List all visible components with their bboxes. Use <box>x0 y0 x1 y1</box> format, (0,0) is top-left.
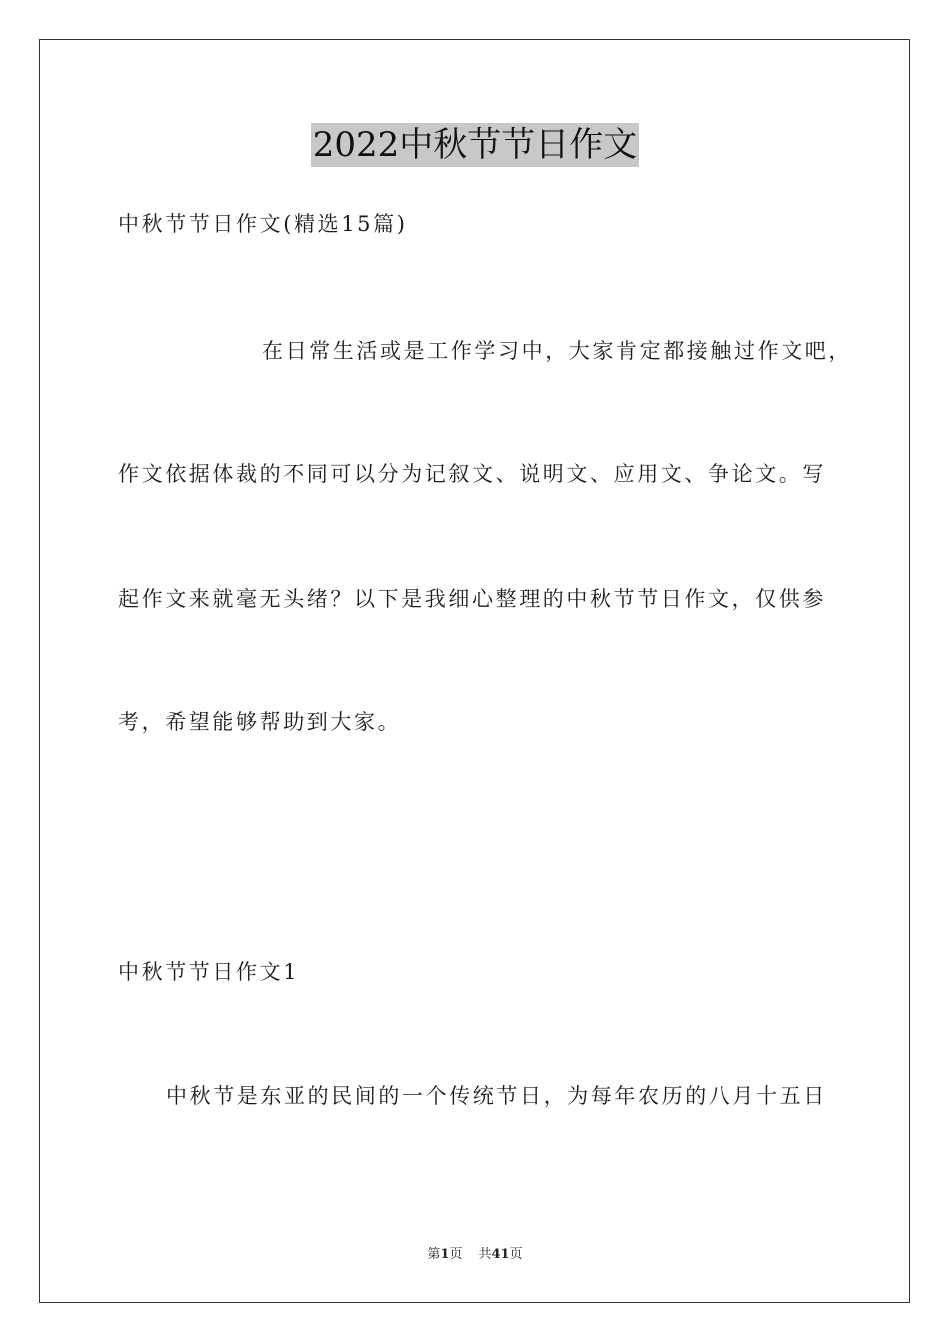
intro-line-2: 作文依据体裁的不同可以分为记叙文、说明文、应用文、争论文。写 <box>118 462 826 486</box>
section-heading: 中秋节节日作文1 <box>118 960 300 984</box>
intro-line-3: 起作文来就毫无头绪？以下是我细心整理的中秋节节日作文，仅供参 <box>118 587 826 611</box>
footer-page-suffix: 页 <box>449 1247 463 1262</box>
document-title: 2022中秋节节日作文 <box>312 125 638 165</box>
footer-total-prefix: 共 <box>478 1247 492 1262</box>
footer-total-number: 41 <box>491 1247 510 1262</box>
footer-page-number: 1 <box>440 1247 450 1262</box>
document-subtitle: 中秋节节日作文(精选15篇) <box>118 212 408 236</box>
section-line-1: 中秋节是东亚的民间的一个传统节日，为每年农历的八月十五日 <box>166 1084 827 1108</box>
intro-line-4: 考，希望能够帮助到大家。 <box>118 710 402 734</box>
title-container <box>0 123 950 167</box>
footer-total-suffix: 页 <box>509 1247 523 1262</box>
footer-page-prefix: 第 <box>427 1247 441 1262</box>
intro-line-1: 在日常生活或是工作学习中，大家肯定都接触过作文吧， <box>262 339 852 363</box>
page-footer <box>0 1246 950 1264</box>
